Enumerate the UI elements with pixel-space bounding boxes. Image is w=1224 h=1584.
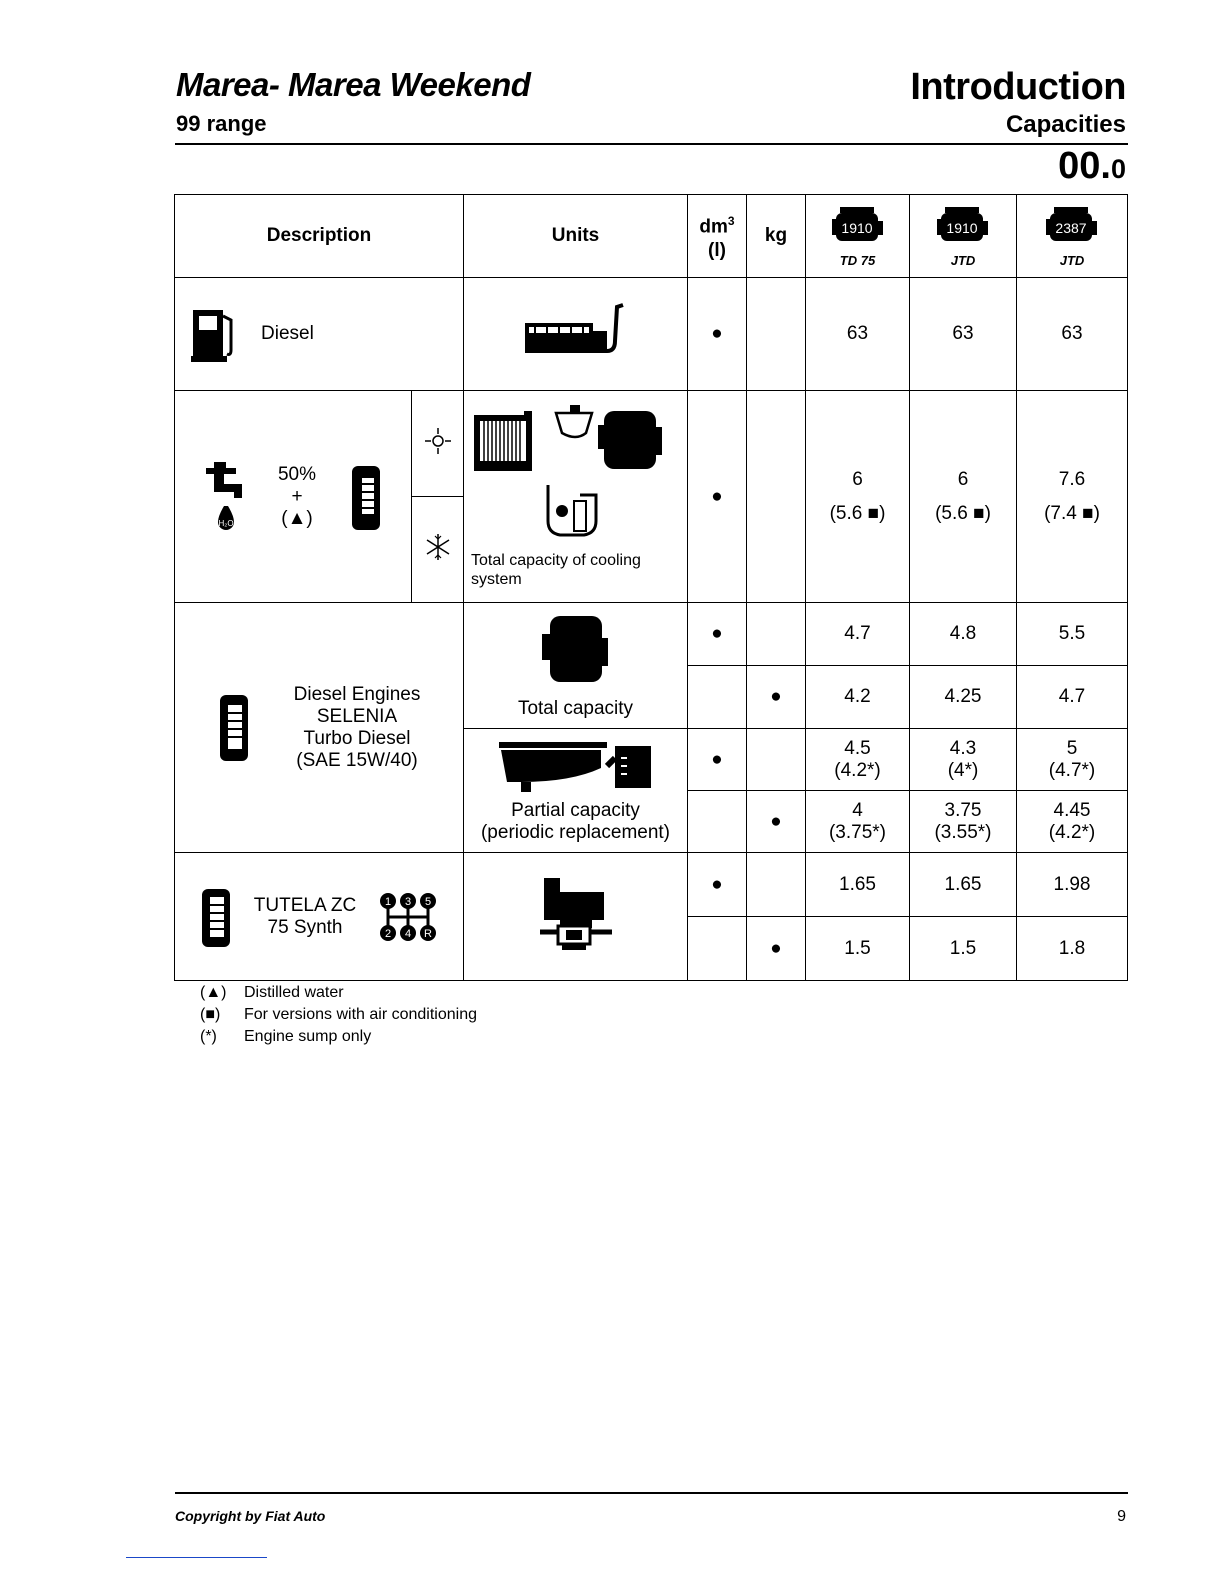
diesel-units-cell <box>464 278 688 391</box>
cooling-winter <box>412 497 464 603</box>
cooling-note: Total capacity of cooling system <box>471 552 641 588</box>
section-title: Introduction <box>910 66 1126 108</box>
gearbox-value: 1.8 <box>1017 917 1128 981</box>
page-number: 9 <box>1117 1508 1126 1525</box>
svg-text:H₂O: H₂O <box>218 518 234 528</box>
bottom-link-underline <box>126 1557 267 1558</box>
svg-text:2: 2 <box>385 927 392 940</box>
gearbox-kg-empty <box>747 853 806 917</box>
fuel-pump-icon <box>191 306 239 362</box>
cooling-percent: 50% <box>277 463 317 485</box>
fuel-tank-icon <box>521 301 631 361</box>
engine-icon <box>1046 205 1098 249</box>
coolant-can-icon <box>350 462 382 532</box>
cooling-summer <box>412 391 464 497</box>
engine-icon <box>832 205 884 249</box>
oil-value: 5.5 <box>1017 603 1128 666</box>
engine-icon <box>937 205 989 249</box>
oil-value: 4.2 <box>806 666 910 729</box>
oil-total-kg-dot: ● <box>747 666 806 729</box>
document-title: Marea- Marea Weekend <box>176 66 531 103</box>
svg-text:2387: 2387 <box>1055 219 1087 236</box>
engine-label: TD 75 <box>839 252 876 268</box>
gearbox-value: 1.5 <box>806 917 910 981</box>
cooling-description <box>175 391 412 603</box>
gearbox-value: 1.98 <box>1017 853 1128 917</box>
capacities-table <box>174 194 1128 981</box>
gearbox-oil-name: TUTELA ZC <box>253 894 357 916</box>
oil-partial-label: Partial capacity <box>511 799 640 821</box>
oil-value: 4.5 (4.2*) <box>806 729 910 791</box>
col-dm3: $dm^3$ (l) <box>688 195 747 278</box>
oil-value: 4.25 <box>910 666 1017 729</box>
cooling-kg-empty <box>747 391 806 603</box>
note-item: (■) For versions with air conditioning <box>200 1006 477 1023</box>
cooling-plus: + <box>291 485 303 507</box>
gearbox-oil-name: 75 Synth <box>267 916 343 938</box>
col-engine-1 <box>806 195 910 278</box>
svg-text:4: 4 <box>405 927 412 940</box>
cooling-distilled-water: (▲) <box>281 507 313 529</box>
document-range: 99 range <box>176 111 267 136</box>
header-rule <box>175 143 1128 145</box>
heater-icon <box>542 481 602 541</box>
section-code: 00.0 <box>1058 145 1126 187</box>
diesel-value: 63 <box>910 278 1017 391</box>
gearbox-value: 1.65 <box>806 853 910 917</box>
diesel-value: 63 <box>806 278 910 391</box>
oil-can-icon <box>218 691 250 765</box>
expansion-tank-icon <box>552 403 596 443</box>
oil-total-kg-empty <box>747 603 806 666</box>
note-item: (*) Engine sump only <box>200 1028 372 1045</box>
cooling-units-cell <box>464 391 688 603</box>
oil-value: 4.7 <box>806 603 910 666</box>
diesel-kg-empty <box>747 278 806 391</box>
gearbox-value: 1.5 <box>910 917 1017 981</box>
oil-can-icon <box>200 885 232 949</box>
radiator-icon <box>472 411 542 475</box>
oil-partial-dm3-dot: ● <box>688 729 747 791</box>
cooling-value: 6 (5.6 ■) <box>806 391 910 603</box>
table-row-gearbox-dm3 <box>175 853 1128 917</box>
engine-label: JTD <box>1059 252 1085 268</box>
col-description: Description <box>175 195 464 278</box>
diesel-value: 63 <box>1017 278 1128 391</box>
table-notes <box>200 982 477 1048</box>
oil-value: 4.7 <box>1017 666 1128 729</box>
oil-partial-kg-dot: ● <box>747 791 806 853</box>
oil-partial-kg-empty <box>747 729 806 791</box>
svg-text:R: R <box>424 927 433 940</box>
snowflake-icon <box>423 532 453 562</box>
oil-partial-units-cell <box>464 729 688 853</box>
engine-block-icon <box>596 405 666 475</box>
oil-value: 4 (3.75*) <box>806 791 910 853</box>
oil-total-label: Total capacity <box>517 697 634 719</box>
oil-value: 4.3 (4*) <box>910 729 1017 791</box>
oil-name-line: (SAE 15W/40) <box>296 749 418 771</box>
gearbox-units-cell <box>464 853 688 981</box>
footer-rule <box>175 1492 1128 1494</box>
oil-partial-label-2: (periodic replacement) <box>480 821 671 843</box>
oil-value: 4.8 <box>910 603 1017 666</box>
oil-sump-icon <box>491 738 661 794</box>
table-row-oil-total-dm3 <box>175 603 1128 666</box>
gearbox-description <box>175 853 464 981</box>
oil-name-line: Diesel Engines <box>293 683 421 705</box>
subsection-title: Capacities <box>1005 111 1126 138</box>
diesel-label: Diesel <box>261 323 314 344</box>
oil-name-line: Turbo Diesel <box>303 727 411 749</box>
gearbox-dm3-dot: ● <box>688 853 747 917</box>
oil-total-units-cell <box>464 603 688 729</box>
table-row-diesel <box>175 278 1128 391</box>
col-engine-2 <box>910 195 1017 278</box>
gearshift-pattern-icon <box>378 892 438 942</box>
oil-total-dm3-empty <box>688 666 747 729</box>
diesel-dm3-dot: ● <box>688 278 747 391</box>
engine-block-icon <box>536 612 616 692</box>
svg-text:1: 1 <box>385 895 392 908</box>
water-tap-icon <box>204 462 244 532</box>
sun-icon <box>423 426 453 456</box>
note-item: (▲) Distilled water <box>200 984 344 1001</box>
gearbox-value: 1.65 <box>910 853 1017 917</box>
copyright: Copyright by Fiat Auto <box>175 1508 326 1524</box>
table-header-row <box>175 195 1128 278</box>
svg-text:1910: 1910 <box>946 219 978 236</box>
diesel-description <box>175 278 464 391</box>
svg-text:1910: 1910 <box>840 219 873 236</box>
oil-value: 4.45 (4.2*) <box>1017 791 1128 853</box>
cooling-value: 7.6 (7.4 ■) <box>1017 391 1128 603</box>
engine-label: JTD <box>950 252 976 268</box>
oil-value: 5 (4.7*) <box>1017 729 1128 791</box>
cooling-dm3-dot: ● <box>688 391 747 603</box>
engine-oil-description <box>175 603 464 853</box>
oil-total-dm3-dot: ● <box>688 603 747 666</box>
oil-partial-dm3-empty <box>688 791 747 853</box>
oil-value: 3.75 (3.55*) <box>910 791 1017 853</box>
oil-name-line: SELENIA <box>316 705 398 727</box>
cooling-value: 6 (5.6 ■) <box>910 391 1017 603</box>
gearbox-icon <box>536 874 616 954</box>
gearbox-kg-dot: ● <box>747 917 806 981</box>
col-engine-3 <box>1017 195 1128 278</box>
gearbox-dm3-empty <box>688 917 747 981</box>
col-units: Units <box>464 195 688 278</box>
col-kg: kg <box>747 195 806 278</box>
table-row-cooling <box>175 391 1128 497</box>
svg-text:3: 3 <box>405 895 412 908</box>
svg-text:5: 5 <box>425 895 432 908</box>
